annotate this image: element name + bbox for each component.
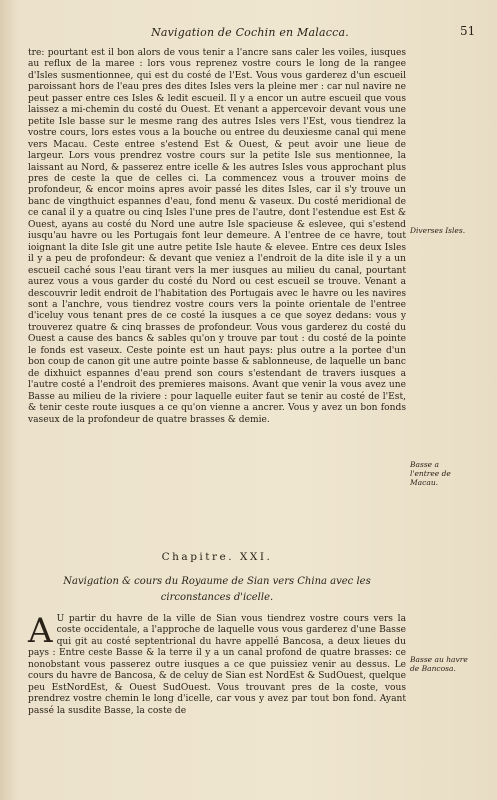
- section-2-text: U partir du havre de la ville de Sian vous tiendrez vostre cours vers la coste occidentale, a l'approche de laquelle vous vous garderez d'une Basse qui git au costé septentrional du havre appellé Bancosa, a deux lieues du pays : Entre ceste Basse & la terre il y a un canal profond de quatre brasses: ce nonobstant vous passerez outre iusques a ce que puissiez venir au dessus. Le cours du havre de Bancosa, & de celuy de Sian est NordEst & SudOuest, quelque peu EstNordEst, & Ouest SudOuest. Vous trouvant pres de la coste, vous prendrez vostre chemin le long d'icelle, car vous y avez par tout bon fond. Ayant passé la susdite Basse, la coste de: [28, 614, 406, 716]
- running-title: Navigation de Cochin en Malacca.: [151, 26, 349, 39]
- chapter-subtitle: Navigation & cours du Royaume de Sian vers China avec les circonstances d'icelle.: [63, 576, 371, 603]
- section-1-text: tre: pourtant est il bon alors de vous tenir a l'ancre sans caler les voiles, iusques au reflux de la maree : lors vous reprenez vostre cours le long de la rangee d'Isles susmentionnee, qui est du costé de l'Est. Vous vous garderez d'un escueil paroissant hors de l'eau pres des dites Isles vers la pleine mer : car nul navire ne peut passer entre ces Isles & ledit escueil. Il y a encor un autre escueil que vous laissez a mi-chemin du costé du Ouest. Et venant a appercevoir devant vous une petite Isle basse sur le mesme rang des autres Isles vers l'Est, vous tiendrez la vostre cours, lors estes vous a la bouche ou entree du deuxiesme canal qui mene vers Macau. Ceste entree s'estend Est & Ouest, & peut avoir une lieue de largeur. Lors vous prendrez vostre cours sur la petite Isle sus mentionnee, la laissant au Nord, & passerez entre icelle & les autres Isles vous approchant plus pres de ceste la que de celles ci. La commencez vous a trouver moins de profondeur, & encor moins apres avoir passé les dites Isles, car il s'y trouve un banc de vingthuict espannes d'eau, fond menu & vaseux. Du costé meridional de ce canal il y a quatre ou cinq Isles l'une pres de l'autre, dont l'estendue est Est & Ouest, ayans au costé du Nord une autre Isle spacieuse & eslevee, qui s'estend iusqu'au havre ou les Portugais font leur demeure. A l'entree de ce havre, tout ioignant la dite Isle git une autre petite Isle haute & elevee. Entre ces deux Isles il y a peu de profondeur: & devant que veniez a l'endroit de la dite isle il y a un escueil caché sous l'eau tirant vers la mer iusques au milieu du canal, pourtant aurez vous a vous garder du costé du Nord ou cest escueil se trouve. Venant a descouvrir ledit endroit de l'habitation des Portugais avec le havre ou les navires sont a l'anchre, vous tiendrez vostre cours vers la pointe orientale de l'entree d'iceluy vous tenant pres de ce costé la iusques a ce que soyez dedans: vous y trouverez quatre & cinq brasses de profondeur. Vous vous garderez du costé du Ouest a cause des bancs & sables qu'on y trouve par tout : du costé de la pointe le fonds est vaseux. Ceste pointe est un haut pays: plus outre a la portee d'un bon coup de canon git une autre pointe basse & sablonneuse, de laquelle un banc de dixhuict espannes d'eau prend son cours s'estendant de travers iusques a l'autre costé a l'endroit des premieres maisons. Avant que venir la vous avez une Basse au milieu de la riviere : pour laquelle euiter faut se tenir au costé de l'Est, & tenir ceste route iusques a ce qu'on vienne a ancrer. Vous y avez un bon fonds vaseux de la profondeur de quatre brasses & demie.: [28, 48, 406, 425]
- margin-note-diverses-isles: Diverses Isles.: [410, 226, 466, 235]
- chapter-heading: Chapitre. XXI.: [161, 551, 273, 563]
- page-number: 51: [460, 24, 476, 38]
- margin-note-basse-macau: Basse a l'entree de Macau.: [410, 460, 451, 487]
- section-1-body: [28, 48, 406, 426]
- section-2-body: [28, 611, 406, 717]
- margin-note-basse-bancosa: Basse au havre de Bancosa.: [410, 655, 468, 673]
- drop-cap: A: [28, 611, 53, 651]
